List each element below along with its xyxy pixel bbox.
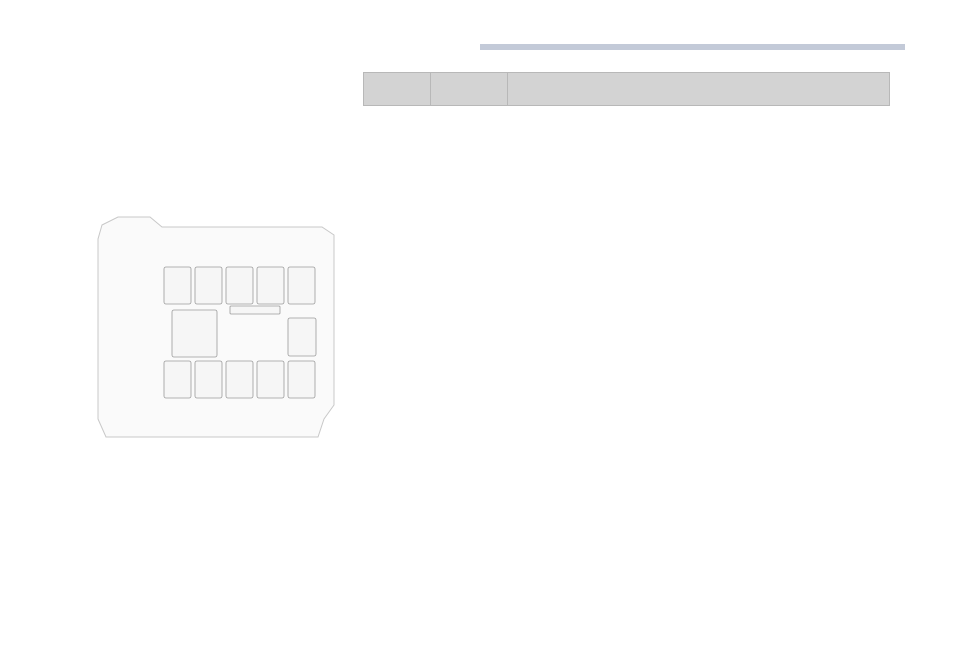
intro-text xyxy=(88,116,338,130)
fuse-table-wrapper xyxy=(363,72,890,106)
intro-instruction xyxy=(88,116,338,130)
column-header-assignment xyxy=(508,73,890,106)
fuse-box-diagram xyxy=(92,213,342,456)
fuse-table xyxy=(363,72,890,106)
column-header-amps xyxy=(431,73,508,106)
column-header-fuse xyxy=(364,73,431,106)
table-header-row xyxy=(364,73,890,106)
header-bar xyxy=(480,44,905,50)
